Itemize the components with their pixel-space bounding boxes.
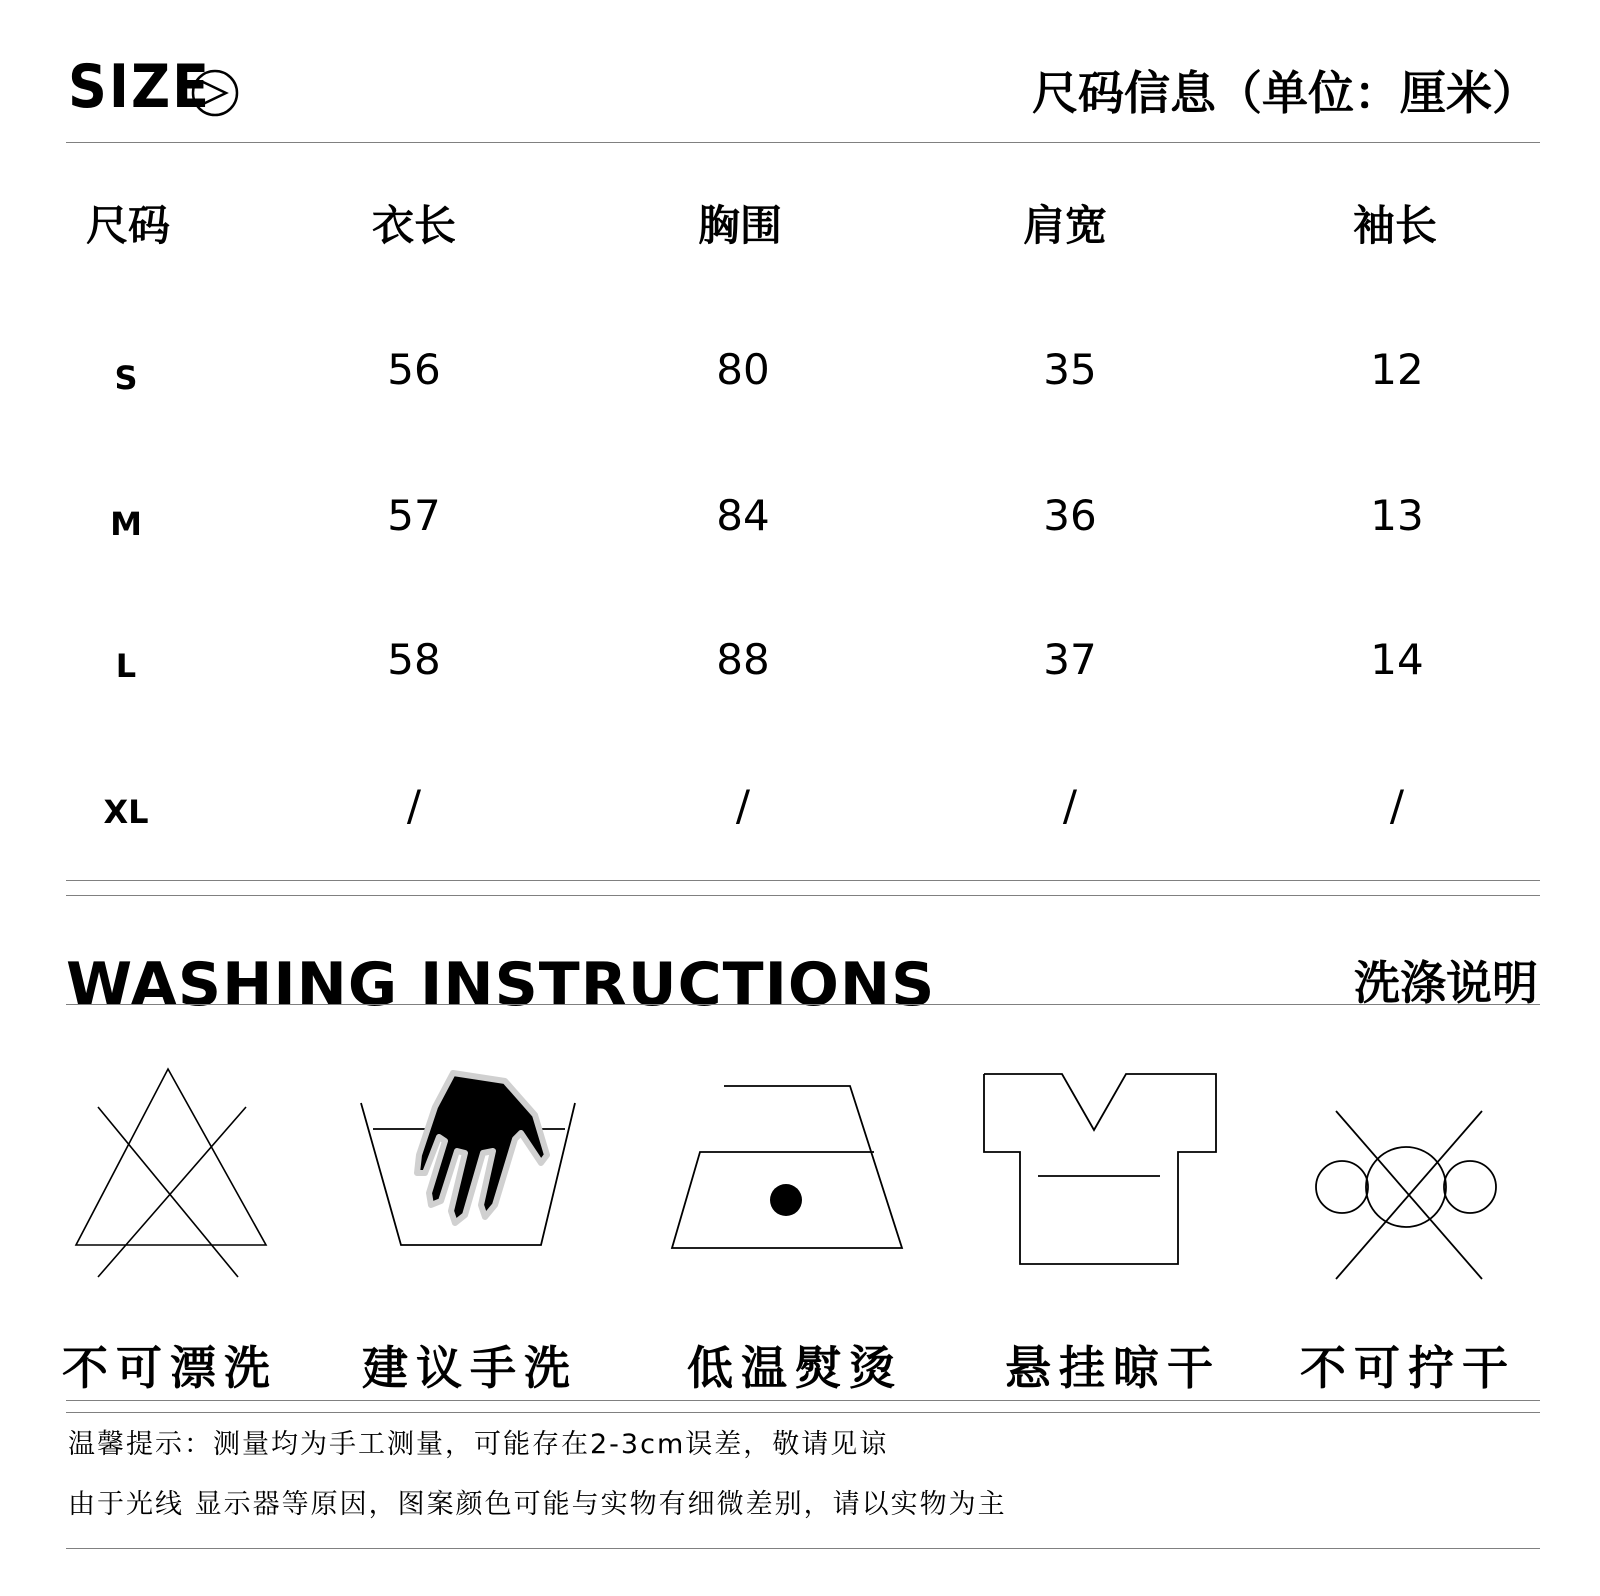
washing-title: WASHING INSTRUCTIONS bbox=[66, 950, 936, 1020]
row-size-label: L bbox=[115, 647, 137, 685]
no-wring-label: 不可拧干 bbox=[1300, 1341, 1516, 1395]
header-chest: 胸围 bbox=[697, 201, 782, 250]
hand-wash-label: 建议手洗 bbox=[362, 1341, 578, 1395]
low-temp-iron-label: 低温熨烫 bbox=[687, 1341, 903, 1395]
no-bleach-label: 不可漂洗 bbox=[62, 1341, 278, 1395]
header-sleeve: 袖长 bbox=[1352, 201, 1437, 250]
cell-sleeve: / bbox=[1389, 781, 1405, 830]
divider bbox=[66, 895, 1540, 896]
cell-sleeve: 12 bbox=[1370, 345, 1424, 394]
cell-chest: 80 bbox=[716, 345, 770, 394]
divider bbox=[66, 142, 1540, 143]
size-unit-subtitle: 尺码信息（单位：厘米） bbox=[1032, 66, 1538, 120]
row-size-label: M bbox=[110, 505, 142, 543]
hang-dry-icon bbox=[980, 1070, 1220, 1268]
header-length: 衣长 bbox=[371, 201, 456, 250]
low-temp-iron-icon bbox=[668, 1082, 908, 1257]
cell-length: 56 bbox=[387, 345, 441, 394]
divider bbox=[66, 1412, 1540, 1413]
circle-arrow-icon bbox=[190, 68, 240, 118]
measurement-note: 温馨提示：测量均为手工测量，可能存在2-3cm误差，敬请见谅 bbox=[68, 1429, 889, 1460]
cell-shoulder: / bbox=[1062, 781, 1078, 830]
cell-length: 57 bbox=[387, 491, 441, 540]
header-size: 尺码 bbox=[85, 201, 170, 250]
size-title: SIZE bbox=[68, 52, 211, 122]
washing-subtitle: 洗涤说明 bbox=[1354, 956, 1538, 1010]
cell-chest: 88 bbox=[716, 635, 770, 684]
divider bbox=[66, 1548, 1540, 1549]
color-note: 由于光线 显示器等原因，图案颜色可能与实物有细微差别，请以实物为主 bbox=[68, 1489, 1007, 1520]
cell-shoulder: 36 bbox=[1043, 491, 1097, 540]
divider bbox=[66, 880, 1540, 881]
cell-shoulder: 35 bbox=[1043, 345, 1097, 394]
cell-chest: / bbox=[735, 781, 751, 830]
row-size-label: XL bbox=[103, 793, 149, 831]
hand-wash-icon bbox=[355, 1055, 580, 1255]
hang-dry-label: 悬挂晾干 bbox=[1005, 1341, 1221, 1395]
cell-length: / bbox=[406, 781, 422, 830]
divider bbox=[66, 1004, 1540, 1005]
no-wring-icon bbox=[1308, 1105, 1500, 1283]
header-shoulder: 肩宽 bbox=[1022, 201, 1107, 250]
cell-shoulder: 37 bbox=[1043, 635, 1097, 684]
cell-sleeve: 13 bbox=[1370, 491, 1424, 540]
row-size-label: S bbox=[114, 359, 138, 397]
cell-sleeve: 14 bbox=[1370, 635, 1424, 684]
divider bbox=[66, 1400, 1540, 1401]
no-bleach-icon bbox=[70, 1065, 275, 1285]
cell-chest: 84 bbox=[716, 491, 770, 540]
cell-length: 58 bbox=[387, 635, 441, 684]
